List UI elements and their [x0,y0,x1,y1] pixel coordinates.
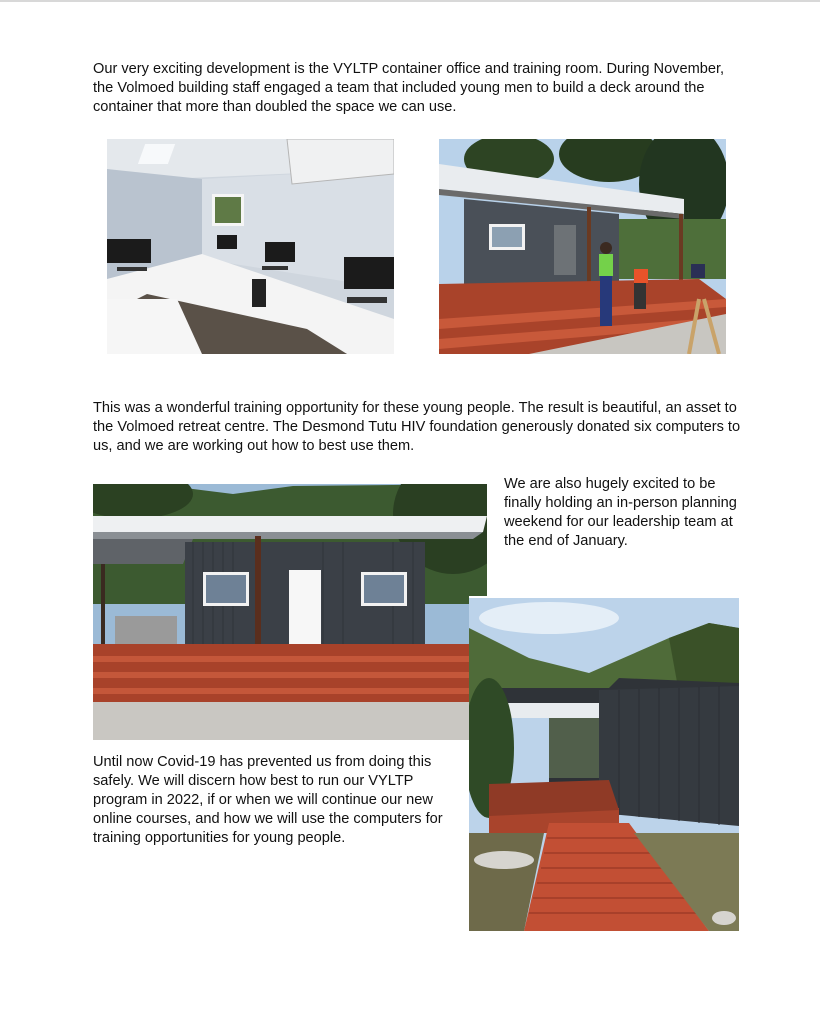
training-paragraph: This was a wonderful training opportunity for these young people. The result is beautiful, an asset to the Volmoed retreat centre. The Desmond Tutu HIV foundation generously donated six computers to us, and we are working out how to best use them. [93,400,741,454]
photo-deck-construction [439,139,726,354]
planning-paragraph: We are also hugely excited to be finally holding an in-person planning weekend for our leadership team at the end of January. [504,476,737,549]
photo-training-room-interior [107,139,394,354]
intro-paragraph: Our very exciting development is the VYLTP container office and training room. During November, the Volmoed building staff engaged a team that included young men to build a deck around the container that more than doubled the space we can use. [93,61,725,115]
photo-deck-walkway-side [469,598,739,931]
photo-finished-deck-front [93,484,487,740]
covid-paragraph: Until now Covid-19 has prevented us from doing this safely. We will discern how best to run our VYLTP program in 2022, if or when we will continue our new online courses, and how we will use the computers for training opportunities for young people. [93,754,443,846]
page-top-border [0,0,820,2]
